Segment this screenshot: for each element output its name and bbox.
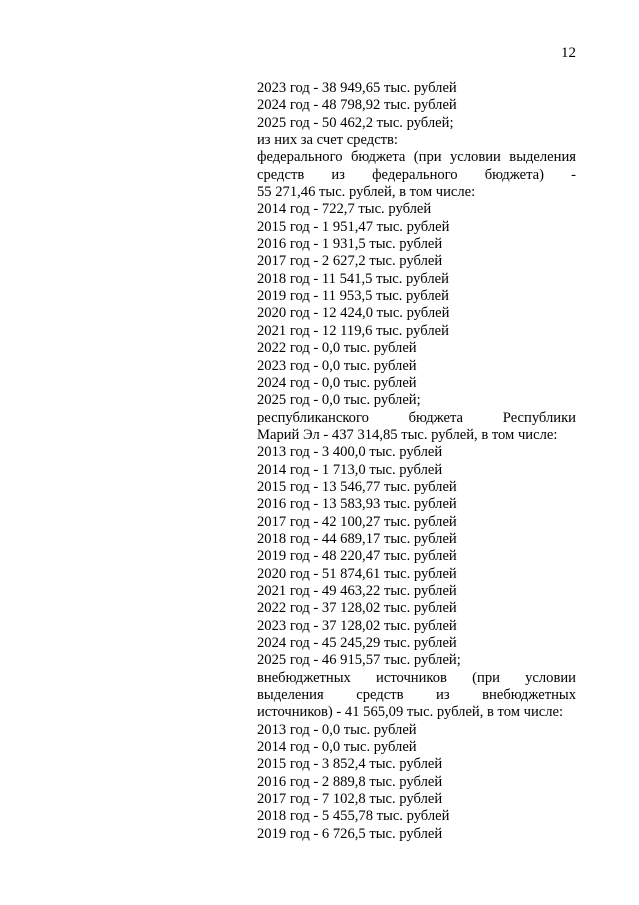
text-line: 2015 год - 13 546,77 тыс. рублей	[257, 478, 457, 495]
text-line: 2020 год - 12 424,0 тыс. рублей	[257, 305, 450, 322]
text-line: 2025 год - 50 462,2 тыс. рублей;	[257, 114, 454, 131]
text-line: 2013 год - 3 400,0 тыс. рублей	[257, 444, 443, 461]
text-line: источников) - 41 565,09 тыс. рублей, в том числе:	[257, 704, 564, 721]
text-line: 2014 год - 1 713,0 тыс. рублей	[257, 461, 443, 478]
text-line: 2015 год - 1 951,47 тыс. рублей	[257, 218, 450, 235]
text-line: 2021 год - 12 119,6 тыс. рублей	[257, 322, 449, 339]
text-line: 2024 год - 45 245,29 тыс. рублей	[257, 635, 457, 651]
text-line: 2013 год - 0,0 тыс. рублей	[257, 721, 417, 738]
text-line: из них за счет средств:	[257, 132, 398, 149]
text-line: 2025 год - 46 915,57 тыс. рублей;	[257, 652, 461, 669]
text-line: 2016 год - 13 583,93 тыс. рублей	[257, 496, 457, 513]
text-line: 2018 год - 11 541,5 тыс. рублей	[257, 270, 449, 287]
page-number: 12	[561, 45, 576, 61]
text-line: 2015 год - 3 852,4 тыс. рублей	[257, 756, 443, 773]
text-line: выделения средств из внебюджетных	[257, 687, 576, 704]
text-line: 2020 год - 51 874,61 тыс. рублей	[257, 565, 457, 582]
text-line: республиканского бюджета Республики	[257, 409, 576, 426]
text-line: 2019 год - 11 953,5 тыс. рублей	[257, 288, 449, 305]
text-line: 55 271,46 тыс. рублей, в том числе:	[257, 184, 476, 201]
text-line: 2017 год - 2 627,2 тыс. рублей	[257, 253, 443, 270]
text-line: 2023 год - 0,0 тыс. рублей	[257, 357, 417, 374]
text-line: 2016 год - 2 889,8 тыс. рублей	[257, 773, 443, 790]
text-line: 2016 год - 1 931,5 тыс. рублей	[257, 236, 443, 253]
text-line: 2022 год - 0,0 тыс. рублей	[257, 340, 417, 357]
text-line: 2014 год - 0,0 тыс. рублей	[257, 739, 417, 756]
text-line: средств из федерального бюджета) -	[257, 166, 576, 183]
text-line: 2018 год - 44 689,17 тыс. рублей	[257, 530, 457, 547]
text-line: 2021 год - 49 463,22 тыс. рублей	[257, 582, 457, 599]
text-line: 2024 год - 48 798,92 тыс. рублей	[257, 97, 457, 114]
text-line: 2024 год - 0,0 тыс. рублей	[257, 374, 417, 391]
text-line: 2018 год - 5 455,78 тыс. рублей	[257, 808, 450, 825]
text-line: 2019 год - 6 726,5 тыс. рублей	[257, 825, 443, 842]
text-line: 2025 год - 0,0 тыс. рублей;	[257, 392, 421, 409]
text-line: 2014 год - 722,7 тыс. рублей	[257, 201, 432, 218]
text-line: 2023 год - 37 128,02 тыс. рублей	[257, 617, 457, 634]
text-line: 2017 год - 42 100,27 тыс. рублей	[257, 513, 457, 530]
text-line: 2023 год - 38 949,65 тыс. рублей	[257, 80, 457, 96]
document-text-block	[257, 80, 576, 843]
text-line: 2022 год - 37 128,02 тыс. рублей	[257, 600, 457, 617]
text-line: федерального бюджета (при условии выделения	[257, 149, 576, 166]
text-line: 2019 год - 48 220,47 тыс. рублей	[257, 548, 457, 565]
text-line: внебюджетных источников (при условии	[257, 669, 576, 686]
text-line: 2017 год - 7 102,8 тыс. рублей	[257, 791, 443, 808]
text-line: Марий Эл - 437 314,85 тыс. рублей, в том числе:	[257, 426, 558, 443]
